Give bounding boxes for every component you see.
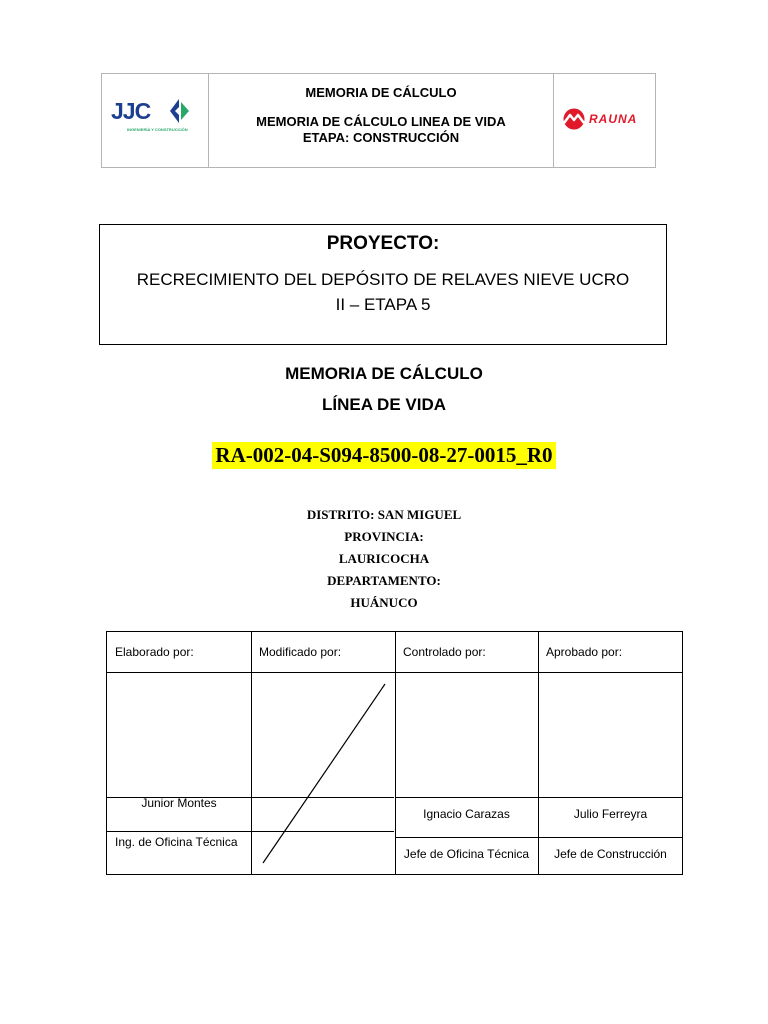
memoria-line-1: MEMORIA DE CÁLCULO (285, 364, 483, 383)
strike-through-line (251, 672, 395, 875)
controlado-name: Ignacio Carazas (423, 807, 510, 821)
aprobado-name: Julio Ferreyra (573, 807, 648, 821)
signature-table (106, 631, 683, 875)
jjc-arrow-icon (170, 99, 190, 123)
row-divider (395, 797, 682, 798)
document-header (101, 73, 656, 168)
modificado-header: Modificado por: (259, 645, 342, 659)
elaborado-role: Ing. de Oficina Técnica (115, 835, 238, 849)
project-label: PROYECTO: (326, 233, 440, 254)
header-title: MEMORIA DE CÁLCULO (305, 85, 457, 100)
document-code: RA-002-04-S094-8500-08-27-0015_R0 (212, 442, 555, 469)
rauna-logo-text: RAUNA (589, 112, 638, 126)
jjc-logo (102, 74, 209, 167)
row-divider (395, 837, 682, 838)
elaborado-header: Elaborado por: (115, 645, 194, 659)
memoria-title (0, 358, 768, 420)
project-name-line-1: RECRECIMIENTO DEL DEPÓSITO DE RELAVES NIEVE UCRO (136, 270, 630, 289)
rauna-mountain-icon (561, 108, 587, 130)
rauna-logo (553, 74, 655, 167)
province-label: PROVINCIA: (344, 529, 424, 544)
jjc-logo-text: JJC (111, 98, 151, 124)
header-subtitle-1: MEMORIA DE CÁLCULO LINEA DE VIDA (256, 114, 506, 129)
header-titles (209, 74, 553, 167)
department: HUÁNUCO (350, 595, 418, 610)
project-name (100, 267, 666, 317)
location-block (0, 504, 768, 614)
elaborado-name: Junior Montes (141, 796, 217, 810)
document-code-wrap (0, 442, 768, 469)
project-name-line-2: II – ETAPA 5 (335, 295, 431, 314)
department-label: DEPARTAMENTO: (327, 573, 441, 588)
project-box (99, 224, 667, 345)
memoria-line-2: LÍNEA DE VIDA (321, 395, 447, 414)
district: DISTRITO: SAN MIGUEL (306, 507, 462, 522)
controlado-role: Jefe de Oficina Técnica (403, 847, 530, 861)
jjc-logo-subtext: INGENIERÍA Y CONSTRUCCIÓN (127, 127, 188, 132)
controlado-header: Controlado por: (403, 645, 486, 659)
aprobado-role: Jefe de Construcción (554, 847, 667, 861)
aprobado-header: Aprobado por: (546, 645, 623, 659)
header-subtitle-2: ETAPA: CONSTRUCCIÓN (302, 130, 460, 145)
province: LAURICOCHA (338, 551, 430, 566)
